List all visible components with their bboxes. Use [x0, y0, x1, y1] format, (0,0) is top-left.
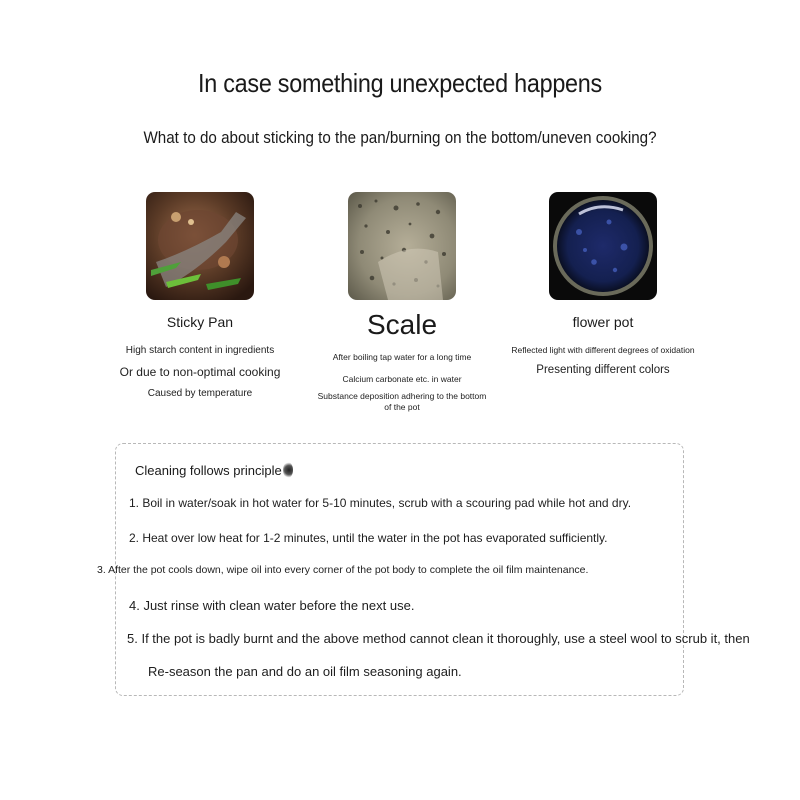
issue-scale	[287, 192, 517, 412]
page-title: In case something unexpected happens	[198, 68, 602, 98]
cleaning-step: 3. After the pot cools down, wipe oil into every corner of the pot body to complete the oil film maintenance.	[97, 564, 589, 576]
cleaning-step: 1. Boil in water/soak in hot water for 5-10 minutes, scrub with a scouring pad while hot and dry.	[129, 496, 632, 510]
scale-photo	[348, 192, 456, 300]
cleaning-step: 4. Just rinse with clean water before the next use.	[129, 598, 415, 613]
issue-desc-line: of the pot	[384, 402, 420, 412]
issue-label: flower pot	[572, 314, 634, 330]
issue-desc-line: After boiling tap water for a long time	[332, 352, 472, 362]
issue-desc-line: High starch content in ingredients	[125, 345, 275, 356]
issue-desc-line: Calcium carbonate etc. in water	[342, 374, 462, 384]
issue-desc-line: Presenting different colors	[536, 364, 670, 376]
issue-sticky-pan	[85, 192, 315, 399]
cleaning-step-continued: Re-season the pan and do an oil film seasoning again.	[148, 664, 462, 679]
issue-desc-line: Caused by temperature	[147, 388, 253, 399]
issue-flower-pot	[488, 192, 718, 376]
cleaning-step: 5. If the pot is badly burnt and the above method cannot clean it thoroughly, use a steel wool to scrub it, then	[127, 631, 750, 646]
cleaning-heading-text: Cleaning follows principle	[135, 463, 282, 478]
issue-label: Scale	[366, 309, 438, 340]
cleaning-step: 2. Heat over low heat for 1-2 minutes, until the water in the pot has evaporated sufficiently.	[129, 531, 608, 545]
cleaning-heading	[135, 462, 293, 478]
issue-desc-line: Or due to non-optimal cooking	[119, 365, 281, 379]
sticky-pan-photo	[146, 192, 254, 300]
issue-desc-line: Reflected light with different degrees of oxidation	[511, 345, 695, 355]
flower-pot-photo	[549, 192, 657, 300]
issue-desc-line: Substance deposition adhering to the bottom	[317, 391, 487, 401]
issue-label: Sticky Pan	[166, 314, 234, 330]
page-subtitle: What to do about sticking to the pan/burning on the bottom/uneven cooking?	[143, 129, 657, 147]
smudge-mark	[283, 462, 293, 478]
